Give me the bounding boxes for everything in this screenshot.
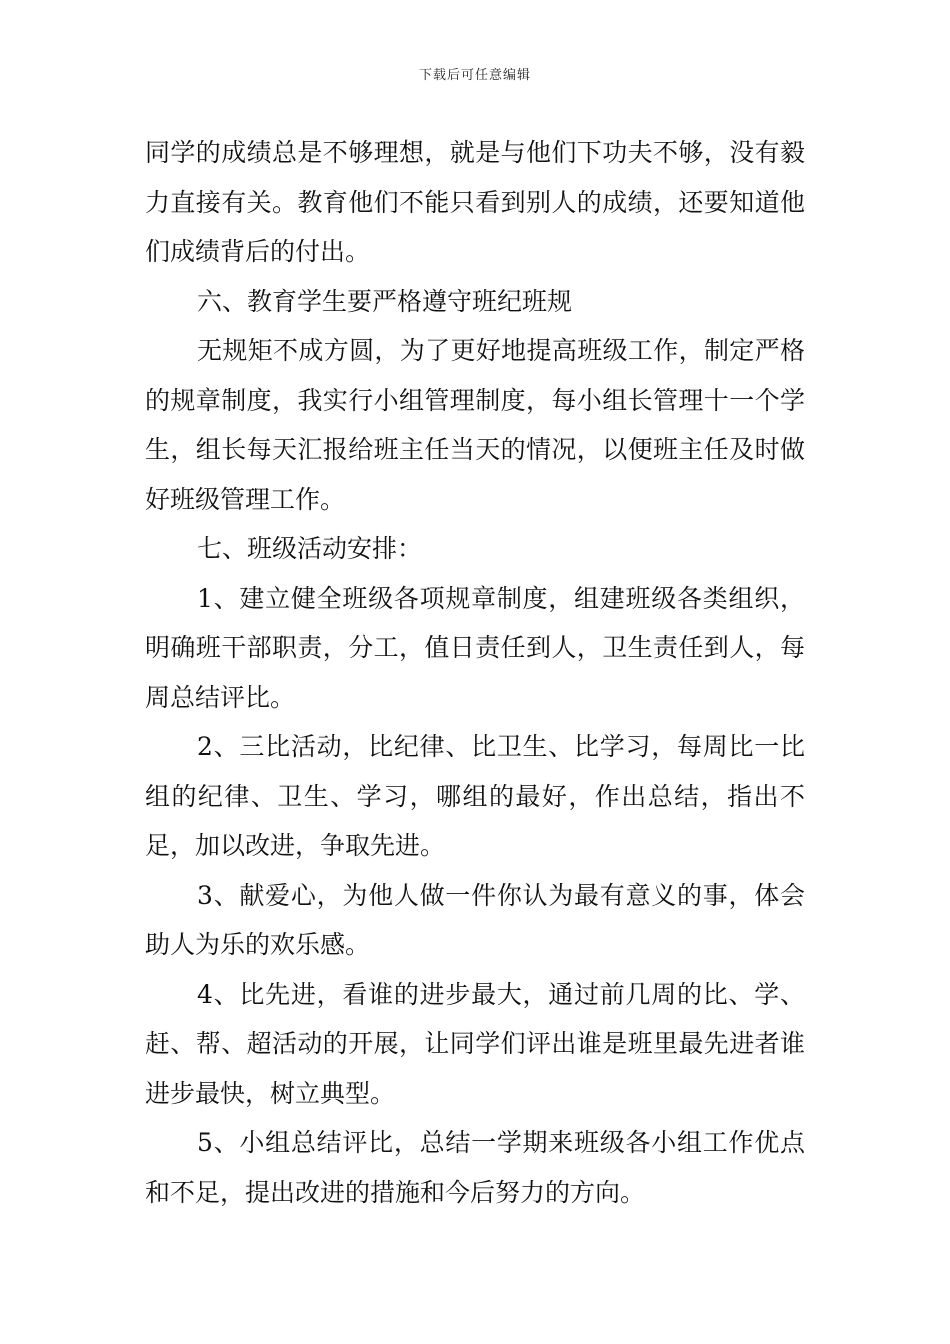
paragraph-continued: 同学的成绩总是不够理想，就是与他们下功夫不够，没有毅力直接有关。教育他们不能只看到别人的成绩，还要知道他们成绩背后的付出。 xyxy=(145,138,805,266)
list-item-1: 1、建立健全班级各项规章制度，组建班级各类组织，明确班干部职责，分工，值日责任到人，卫生责任到人，每周总结评比。 xyxy=(145,583,805,712)
section-heading-six: 六、教育学生要严格遵守班纪班规 xyxy=(197,286,573,316)
paragraph: 无规矩不成方圆，为了更好地提高班级工作，制定严格的规章制度，我实行小组管理制度，每小组长管理十一个学生，组长每天汇报给班主任当天的情况，以便班主任及时做好班级管理工作。 xyxy=(145,336,805,514)
list-item-2: 2、三比活动，比纪律、比卫生、比学习，每周比一比组的纪律、卫生、学习，哪组的最好，作出总结，指出不足，加以改进，争取先进。 xyxy=(145,732,805,860)
list-item-4: 4、比先进，看谁的进步最大，通过前几周的比、学、赶、帮、超活动的开展，让同学们评出谁是班里最先进者谁进步最快，树立典型。 xyxy=(145,979,805,1108)
document-body xyxy=(145,128,805,1217)
list-item-5: 5、小组总结评比，总结一学期来班级各小组工作优点和不足，提出改进的措施和今后努力的方向。 xyxy=(145,1128,805,1207)
section-heading-seven: 七、班级活动安排： xyxy=(197,534,423,563)
page-header: 下载后可任意编辑 xyxy=(418,68,531,83)
list-item-3: 3、献爱心，为他人做一件你认为最有意义的事，体会助人为乐的欢乐感。 xyxy=(145,880,805,959)
